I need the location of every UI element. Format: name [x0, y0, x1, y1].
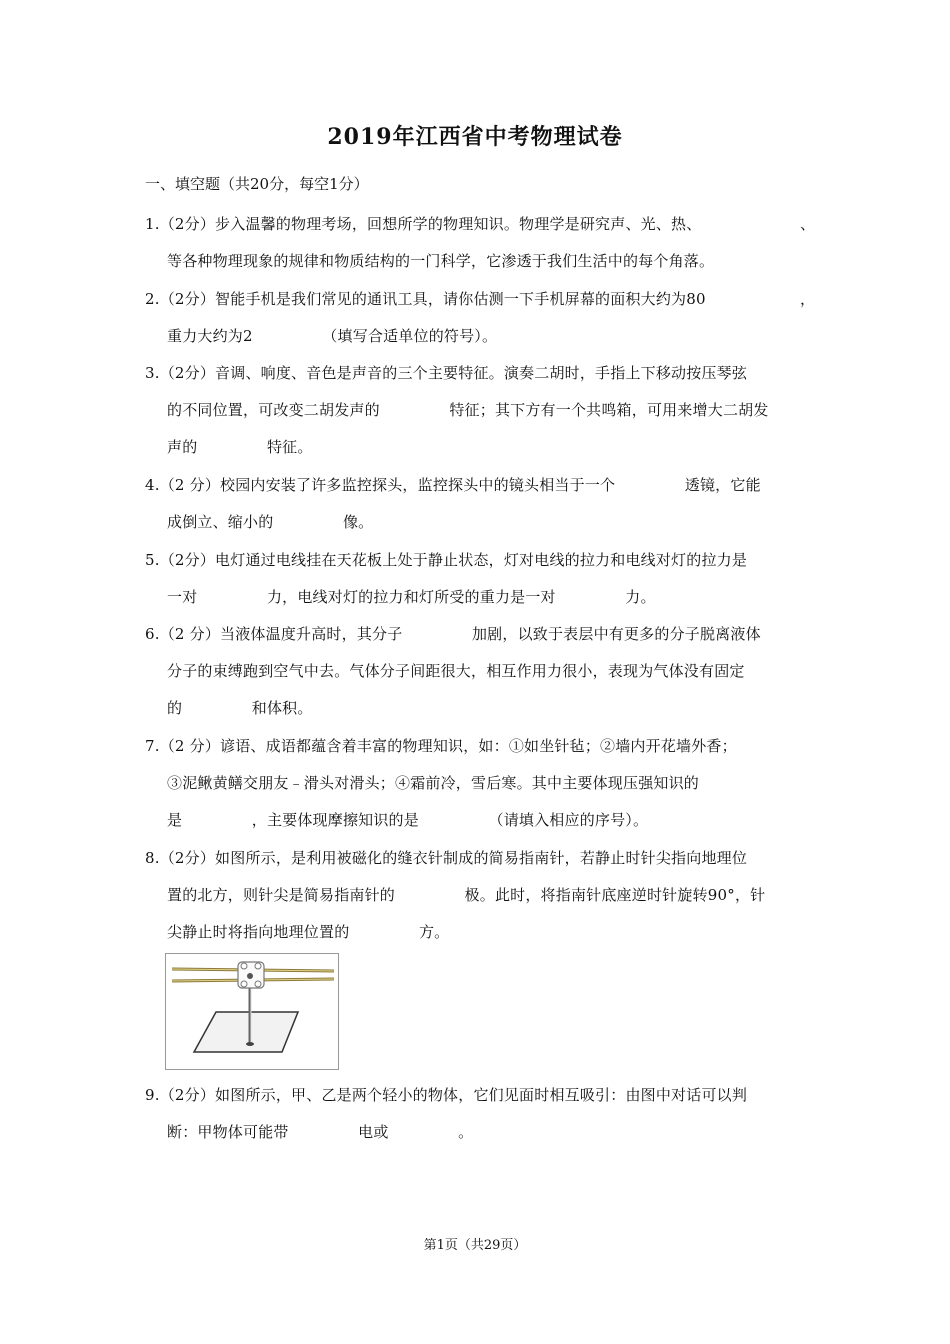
question-7-line-1: 7.（2 分）谚语、成语都蕴含着丰富的物理知识，如：①如坐针毡；②墙内开花墙外香； — [145, 737, 737, 755]
compass-figure — [165, 953, 339, 1070]
question-6-line-1: 6.（2 分）当液体温度升高时，其分子 加剧，以致于表层中有更多的分子脱离液体 — [145, 625, 761, 643]
question-4-line-2: 成倒立、缩小的 像。 — [167, 513, 374, 531]
question-7-line-3: 是 ，主要体现摩擦知识的是 （请填入相应的序号）。 — [167, 811, 649, 829]
question-5-line-1: 5.（2分）电灯通过电线挂在天花板上处于静止状态，灯对电线的拉力和电线对灯的拉力是 — [145, 551, 748, 569]
question-1-trail: 、 — [800, 215, 816, 233]
question-9-line-1: 9.（2分）如图所示，甲、乙是两个轻小的物体，它们见面时相互吸引：由图中对话可以判 — [145, 1086, 748, 1104]
page-footer: 第1页（共29页） — [423, 1238, 527, 1253]
question-8-line-2: 置的北方，则针尖是简易指南针的 极。此时，将指南针底座逆时针旋转90°，针 — [167, 886, 766, 904]
question-9-line-2: 断：甲物体可能带 电或 。 — [167, 1123, 474, 1141]
question-3-line-3: 声的 特征。 — [167, 438, 313, 456]
question-3-line-2: 的不同位置，可改变二胡发声的 特征；其下方有一个共鸣箱，可用来增大二胡发 — [167, 401, 769, 419]
question-2-line-2: 重力大约为2 （填写合适单位的符号）。 — [167, 327, 498, 345]
compass-drawing — [166, 954, 338, 1069]
question-1-line-1: 1.（2分）步入温馨的物理考场，回想所学的物理知识。物理学是研究声、光、热、 — [145, 215, 702, 233]
question-8-line-3: 尖静止时将指向地理位置的 方。 — [167, 923, 450, 941]
compass-base — [194, 1012, 298, 1052]
question-5-line-2: 一对 力，电线对灯的拉力和灯所受的重力是一对 力。 — [167, 588, 656, 606]
page-title: 2019年江西省中考物理试卷 — [327, 124, 623, 150]
question-2-trail: ， — [800, 290, 816, 308]
question-8-line-1: 8.（2分）如图所示，是利用被磁化的缝衣针制成的简易指南针，若静止时针尖指向地理位 — [145, 849, 748, 867]
question-2-line-1: 2.（2分）智能手机是我们常见的通讯工具，请你估测一下手机屏幕的面积大约为80 — [145, 290, 706, 308]
question-3-line-1: 3.（2分）音调、响度、音色是声音的三个主要特征。演奏二胡时，手指上下移动按压琴弦 — [145, 364, 748, 382]
question-6-line-3: 的 和体积。 — [167, 699, 313, 717]
question-7-line-2: ③泥鳅黄鳝交朋友﹣滑头对滑头；④霜前冷，雪后寒。其中主要体现压强知识的 — [167, 774, 700, 792]
question-4-line-1: 4.（2 分）校园内安装了许多监控探头，监控探头中的镜头相当于一个 透镜，它能 — [145, 476, 761, 494]
section-heading: 一、填空题（共20分，每空1分） — [145, 175, 369, 193]
question-6-line-2: 分子的束缚跑到空气中去。气体分子间距很大，相互作用力很小，表现为气体没有固定 — [167, 662, 745, 680]
question-1-line-2: 等各种物理现象的规律和物质结构的一门科学，它渗透于我们生活中的每个角落。 — [167, 252, 715, 270]
